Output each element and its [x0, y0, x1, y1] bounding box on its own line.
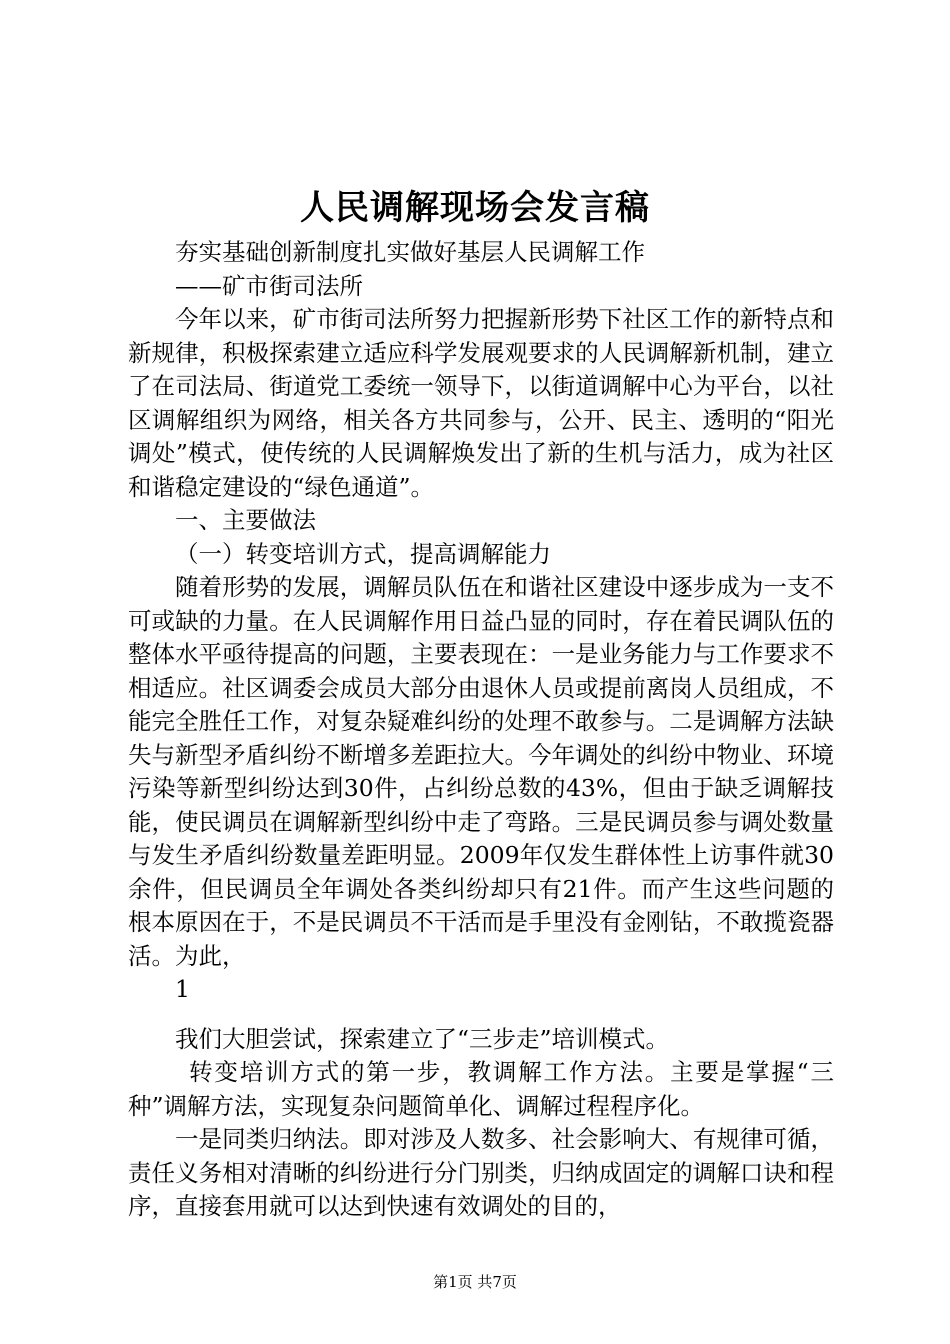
- author-line: ——矿市街司法所: [175, 271, 363, 300]
- subsection-heading: （一）转变培训方式，提高调解能力: [175, 539, 551, 568]
- paragraph-method-one: 一是同类归纳法。即对涉及人数多、社会影响大、有规律可循，责任义务相对清晰的纠纷进行分门别类，归纳成固定的调解口诀和程序，直接套用就可以达到快速有效调处的目的，: [128, 1125, 834, 1220]
- document-title: 人民调解现场会发言稿: [300, 188, 650, 228]
- section-heading: 一、主要做法: [175, 506, 316, 534]
- paragraph-background: 随着形势的发展，调解员队伍在和谐社区建设中逐步成为一支不可或缺的力量。在人民调解作用日益凸显的同时，存在着民调队伍的整体水平亟待提高的问题，主要表现在：一是业务能力与工作要求不相适应。社区调委会成员大部分由退休人员或提前离岗人员组成，不能完全胜任工作，对复杂疑难纠纷的处理不敢参与。二是调解方法缺失与新型矛盾纠纷不断增多差距拉大。今年调处的纠纷中物业、环境污染等新型纠纷达到30件，占纠纷总数的43%，但由于缺乏调解技能，使民调员在调解新型纠纷中走了弯路。三是民调员参与调处数量与发生矛盾纠纷数量差距明显。2009年仅发生群体性上访事件就30余件，但民调员全年调处各类纠纷却只有21件。而产生这些问题的根本原因在于，不是民调员不干活而是手里没有金刚钻，不敢揽瓷器活。为此，: [128, 573, 834, 970]
- paragraph-training-model: 我们大胆尝试，探索建立了“三步走”培训模式。: [175, 1024, 670, 1053]
- inline-page-number: 1: [175, 975, 190, 1003]
- paragraph-intro: 今年以来，矿市街司法所努力把握新形势下社区工作的新特点和新规律，积极探索建立适应科学发展观要求的人民调解新机制，建立了在司法局、街道党工委统一领导下，以街道调解中心为平台，以社区调解组织为网络，相关各方共同参与，公开、民主、透明的“阳光调处”模式，使传统的人民调解焕发出了新的生机与活力，成为社区和谐稳定建设的“绿色通道”。: [128, 305, 834, 501]
- page-footer: 第1页 共7页: [433, 1273, 517, 1291]
- document-body: [128, 236, 834, 1224]
- paragraph-step-one: 转变培训方式的第一步，教调解工作方法。主要是掌握“三种”调解方法，实现复杂问题简单化、调解过程程序化。: [128, 1058, 834, 1120]
- page-break-gap: [128, 1007, 834, 1023]
- subtitle: 夯实基础创新制度扎实做好基层人民调解工作: [175, 238, 645, 266]
